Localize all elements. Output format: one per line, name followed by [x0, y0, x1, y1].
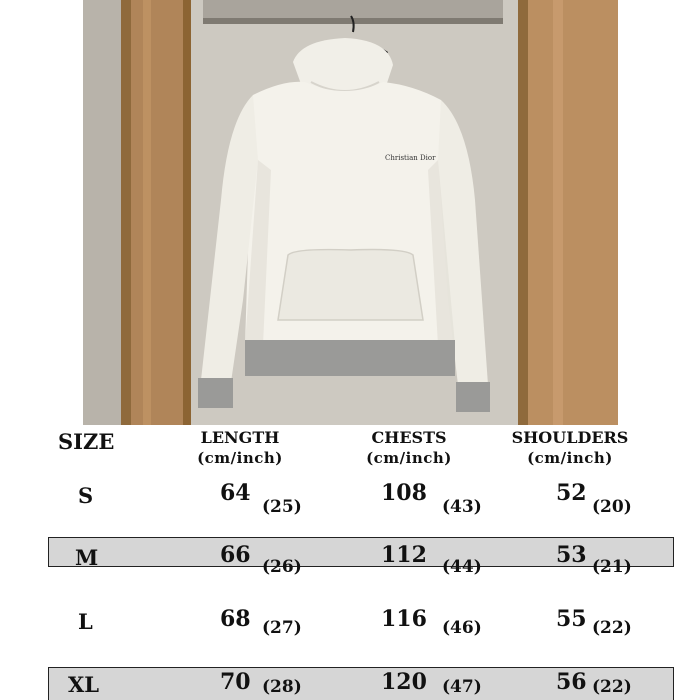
header-shoulders-unit: (cm/inch) — [527, 449, 613, 467]
chest-inch: (44) — [442, 557, 482, 577]
length-inch: (25) — [262, 497, 302, 517]
size-cell: L — [78, 609, 93, 634]
header-length — [190, 428, 290, 467]
length-inch: (26) — [262, 557, 302, 577]
shoulder-inch: (21) — [592, 557, 632, 577]
length-cm: 64 — [220, 480, 251, 506]
shoulder-cm: 56 — [556, 669, 587, 695]
length-inch: (28) — [262, 677, 302, 697]
size-cell: XL — [68, 672, 100, 697]
header-chests-unit: (cm/inch) — [366, 449, 452, 467]
shoulder-inch: (22) — [592, 618, 632, 638]
chest-inch: (47) — [442, 677, 482, 697]
product-photo — [83, 0, 618, 425]
header-shoulders — [502, 428, 638, 467]
shoulder-inch: (20) — [592, 497, 632, 517]
size-cell: M — [75, 545, 99, 570]
shoulder-cm: 55 — [556, 606, 587, 632]
chest-cm: 120 — [381, 669, 427, 695]
size-chart-table — [0, 425, 700, 700]
header-length-unit: (cm/inch) — [197, 449, 283, 467]
header-chests — [358, 428, 460, 467]
chest-cm: 108 — [381, 480, 427, 506]
length-inch: (27) — [262, 618, 302, 638]
chest-cm: 116 — [381, 606, 427, 632]
shoulder-cm: 52 — [556, 480, 587, 506]
brand-print-text: Christian Dior — [385, 154, 436, 162]
chest-inch: (43) — [442, 497, 482, 517]
chest-inch: (46) — [442, 618, 482, 638]
shoulder-inch: (22) — [592, 677, 632, 697]
length-cm: 66 — [220, 542, 251, 568]
header-size: SIZE — [58, 429, 115, 454]
length-cm: 68 — [220, 606, 251, 632]
header-length-label: LENGTH — [200, 428, 280, 447]
header-chests-label: CHESTS — [371, 428, 447, 447]
length-cm: 70 — [220, 669, 251, 695]
header-shoulders-label: SHOULDERS — [511, 428, 629, 447]
shoulder-cm: 53 — [556, 542, 587, 568]
hoodie-on-hanger-image — [83, 0, 618, 425]
size-cell: S — [78, 483, 94, 508]
chest-cm: 112 — [381, 542, 427, 568]
